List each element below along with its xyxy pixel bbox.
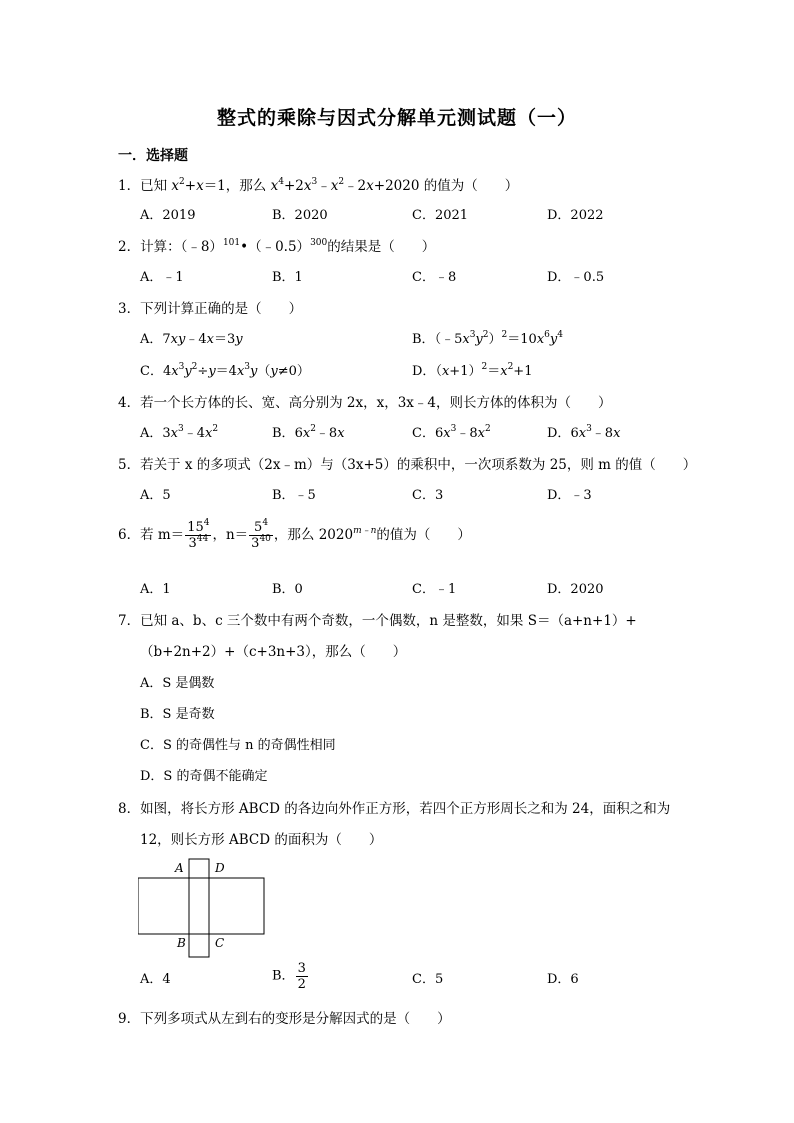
- q5-option-d[interactable]: D．﹣3: [547, 488, 592, 503]
- question-text: 若关于 x 的多项式（2x﹣m）与（3x+5）的乘积中，一次项系数为 25，则 m 的值（ ）: [140, 457, 697, 473]
- question-4: [118, 393, 612, 413]
- question-text: 下列计算正确的是（ ）: [140, 301, 303, 317]
- question-8-line2: 12，则长方形 ABCD 的面积为（ ）: [140, 832, 383, 848]
- question-text: 的值为（ ）: [376, 527, 471, 543]
- question-2: [118, 237, 435, 257]
- q6-option-d[interactable]: D．2020: [547, 582, 604, 597]
- q1-option-d[interactable]: D．2022: [547, 208, 604, 223]
- q8-option-a[interactable]: A．4: [140, 972, 171, 987]
- fraction-m: $\frac{15^4}{3^{44}}$: [187, 518, 210, 551]
- q6-option-a[interactable]: A．1: [140, 582, 171, 597]
- q8-option-b[interactable]: B． $\frac{3}{2}$: [272, 961, 306, 992]
- q6-option-b[interactable]: B．0: [272, 582, 303, 597]
- q4-option-c[interactable]: C．$6x^3﹣8x^2$: [412, 424, 491, 441]
- q1-option-b[interactable]: B．2020: [272, 208, 328, 223]
- q8-option-d[interactable]: D．6: [547, 972, 579, 987]
- question-number: 4．: [118, 395, 141, 411]
- page-title: 整式的乘除与因式分解单元测试题（一）: [216, 107, 577, 129]
- q3-option-b[interactable]: B．$(﹣5x^3y^2)^2=10x^6y^4$: [412, 330, 563, 347]
- label-c: C: [215, 936, 225, 950]
- q4-option-d[interactable]: D．$6x^3﹣8x$: [547, 424, 621, 441]
- q7-option-b[interactable]: B．S 是奇数: [140, 707, 215, 722]
- q7-option-d[interactable]: D．S 的奇偶不能确定: [140, 769, 268, 784]
- question-8: [118, 799, 670, 819]
- question-text: 计算：（﹣8）: [140, 239, 223, 255]
- q3-option-d[interactable]: D．$(x+1)^2=x^2+1$: [412, 362, 533, 379]
- label-a: A: [175, 861, 184, 875]
- label-b: B: [177, 936, 186, 950]
- question-1: 1．已知 $x^2+x=1$，那么 $x^4+2x^3﹣x^2﹣2x+2020$ 的值为（ ）: [118, 177, 519, 194]
- question-number: 5．: [118, 457, 141, 473]
- fraction-3-2: $\frac{3}{2}$: [297, 961, 306, 992]
- q5-option-b[interactable]: B．﹣5: [272, 488, 316, 503]
- fraction-n: $\frac{5^4}{3^{40}}$: [251, 518, 271, 551]
- question-text: 如图，将长方形 ABCD 的各边向外作正方形，若四个正方形周长之和为 24，面积之和为: [140, 801, 671, 817]
- question-9: [118, 1009, 451, 1029]
- q2-option-d[interactable]: D．﹣0.5: [547, 270, 605, 285]
- q2-option-a[interactable]: A．﹣1: [140, 270, 184, 285]
- q6-option-c[interactable]: C．﹣1: [412, 582, 457, 597]
- q7-option-c[interactable]: C．S 的奇偶性与 n 的奇偶性相同: [140, 738, 336, 753]
- question-6: [118, 520, 471, 551]
- label-d: D: [215, 861, 225, 875]
- q2-option-c[interactable]: C．﹣8: [412, 270, 457, 285]
- question-text: 若一个长方体的长、宽、高分别为 2x，x，3x﹣4，则长方体的体积为（ ）: [140, 395, 612, 411]
- q5-option-a[interactable]: A．5: [140, 488, 171, 503]
- exponent: m﹣n: [353, 526, 377, 536]
- question-text: •（﹣0.5）: [240, 239, 311, 255]
- question-number: 1．: [118, 178, 141, 194]
- question-text: 下列多项式从左到右的变形是分解因式的是（ ）: [140, 1011, 451, 1027]
- q3-option-c[interactable]: C．$4x^3y^2\div y=4x^3y(y\ne 0)$: [140, 362, 310, 379]
- question-text: 已知: [140, 178, 172, 194]
- question-number: 7．: [118, 613, 141, 629]
- question-number: 8．: [118, 801, 141, 817]
- exponent: 300: [310, 238, 328, 248]
- q7-option-a[interactable]: A．S 是偶数: [140, 676, 215, 691]
- q5-option-c[interactable]: C．3: [412, 488, 444, 503]
- question-text: 的值为（ ）: [419, 178, 519, 194]
- question-text: 若 m＝: [140, 527, 185, 543]
- question-number: 2．: [118, 239, 141, 255]
- question-number: 3．: [118, 301, 141, 317]
- question-5: [118, 455, 696, 475]
- horizontal-square-strip: [138, 878, 264, 934]
- question-7: [118, 611, 637, 631]
- question-text: 已知 a、b、c 三个数中有两个奇数，一个偶数，n 是整数，如果 S＝（a+n+1）+: [140, 613, 637, 629]
- question-text: ，n＝: [212, 527, 249, 543]
- section-heading: 一．选择题: [118, 148, 188, 164]
- q4-option-b[interactable]: B．$6x^2﹣8x$: [272, 424, 345, 441]
- q2-option-b[interactable]: B．1: [272, 270, 303, 285]
- rectangle-squares-figure: [138, 856, 266, 960]
- q1-option-c[interactable]: C．2021: [412, 208, 469, 223]
- question-text: 的结果是（ ）: [327, 239, 436, 255]
- q1-option-a[interactable]: A．2019: [140, 208, 196, 223]
- q8-option-c[interactable]: C．5: [412, 972, 444, 987]
- q4-option-a[interactable]: A．$3x^3﹣4x^2$: [140, 424, 219, 441]
- vertical-square-strip: [189, 859, 209, 957]
- exponent: 101: [222, 238, 241, 248]
- question-7-line2: （b+2n+2）+（c+3n+3），那么（ ）: [140, 644, 407, 660]
- question-text: ，那么: [225, 178, 271, 194]
- question-number: 6．: [118, 527, 141, 543]
- q3-option-a[interactable]: A．7xy﹣4x＝3y: [140, 332, 243, 347]
- question-text: ，那么 2020: [273, 527, 354, 543]
- question-number: 9．: [118, 1011, 141, 1027]
- question-3: [118, 299, 302, 319]
